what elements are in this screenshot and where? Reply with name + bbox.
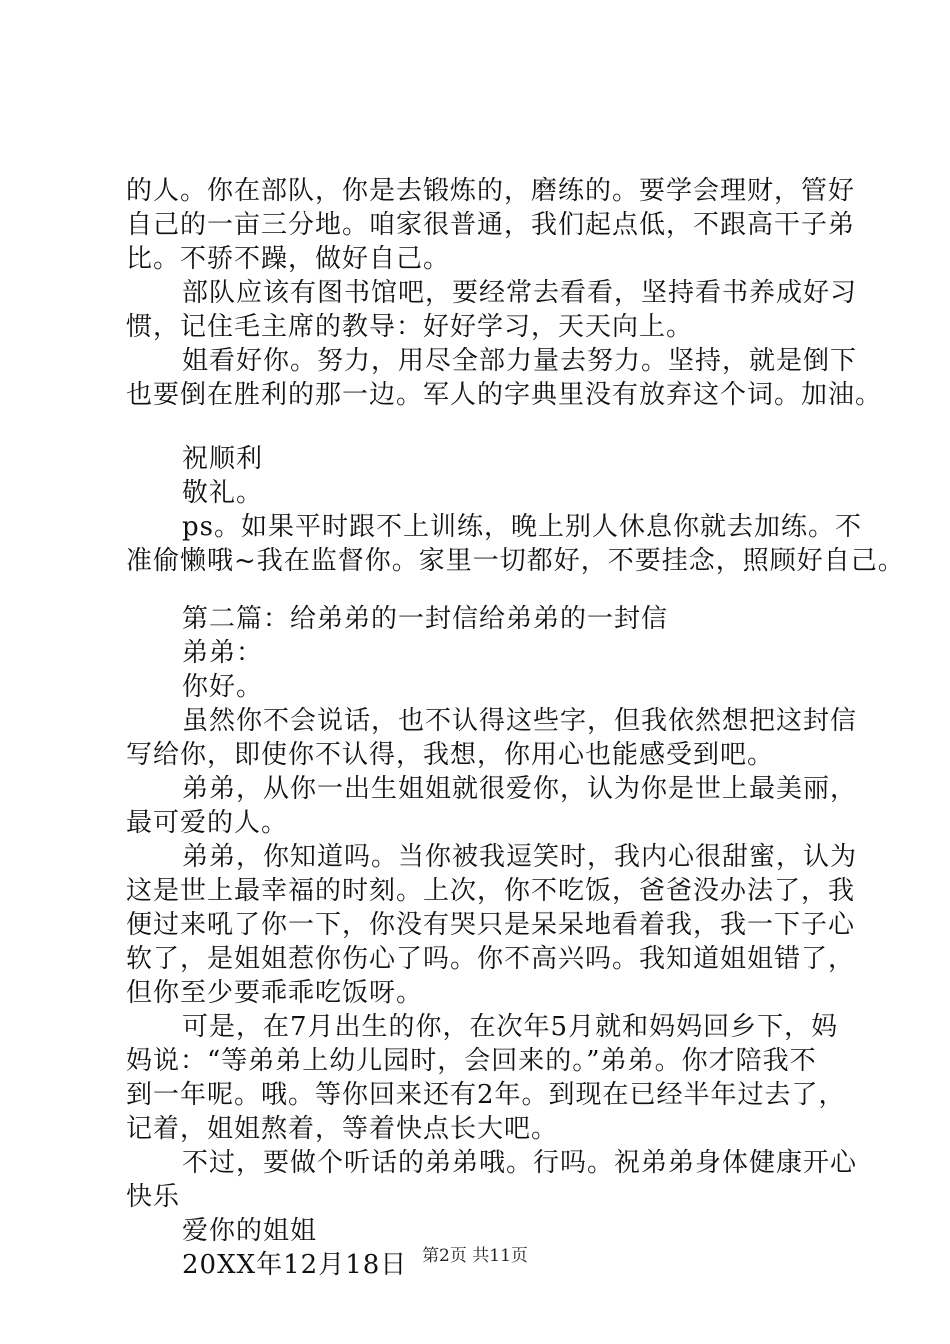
signature: 爱你的姐姐	[182, 1216, 318, 1246]
paragraph-start: 姐看好你。努力，用尽全部力量去努力。坚持，就是倒下	[182, 346, 858, 376]
paragraph-start: 弟弟，从你一出生姐姐就很爱你，认为你是世上最美丽，	[182, 774, 858, 804]
body-line: 的人。你在部队，你是去锻炼的，磨练的。要学会理财，管好	[126, 176, 856, 206]
body-line: 也要倒在胜利的那一边。军人的字典里没有放弃这个词。加油。	[126, 380, 883, 410]
page-number: 第2页 共11页	[422, 1246, 528, 1266]
body-line: 最可爱的人。	[126, 808, 289, 838]
spacer	[126, 578, 846, 602]
paragraph-start: 虽然你不会说话，也不认得这些字，但我依然想把这封信	[182, 706, 858, 736]
spacer	[126, 412, 846, 442]
document-body	[126, 174, 905, 1282]
letter-date: 20XX年12月18日	[182, 1250, 408, 1280]
body-line: 自己的一亩三分地。咱家很普通，我们起点低，不跟高干子弟	[126, 210, 856, 240]
body-line: 软了，是姐姐惹你伤心了吗。你不高兴吗。我知道姐姐错了，	[126, 944, 856, 974]
body-line: 惯，记住毛主席的教导：好好学习，天天向上。	[126, 312, 694, 342]
greeting: 你好。	[182, 672, 264, 702]
body-line: 便过来吼了你一下，你没有哭只是呆呆地看着我，我一下子心	[126, 910, 856, 940]
paragraph-start: 弟弟，你知道吗。当你被我逗笑时，我内心很甜蜜，认为	[182, 842, 858, 872]
body-line: 到一年呢。哦。等你回来还有2年。到现在已经半年过去了，	[126, 1080, 846, 1110]
body-line: 记着，姐姐熬着，等着快点长大吧。	[126, 1114, 559, 1144]
paragraph-start: 部队应该有图书馆吧，要经常去看看，坚持看书养成好习	[182, 278, 858, 308]
salutation: 弟弟：	[182, 638, 264, 668]
postscript: ps。如果平时跟不上训练，晚上别人休息你就去加练。不	[182, 512, 862, 542]
body-line: 但你至少要乖乖吃饭呀。	[126, 978, 424, 1008]
body-line: 比。不骄不躁，做好自己。	[126, 244, 451, 274]
body-line: 写给你，即使你不认得，我想，你用心也能感受到吧。	[126, 740, 775, 770]
body-line: 准偷懒哦~我在监督你。家里一切都好，不要挂念，照顾好自己。	[126, 546, 905, 576]
paragraph-start: 可是，在7月出生的你，在次年5月就和妈妈回乡下，妈	[182, 1012, 839, 1042]
body-line: 这是世上最幸福的时刻。上次，你不吃饭，爸爸没办法了，我	[126, 876, 856, 906]
closing-salute: 敬礼。	[182, 478, 264, 508]
section-heading: 第二篇：给弟弟的一封信给弟弟的一封信	[182, 604, 669, 634]
paragraph-start: 不过，要做个听话的弟弟哦。行吗。祝弟弟身体健康开心	[182, 1148, 858, 1178]
body-line: 妈说：“等弟弟上幼儿园时，会回来的。”弟弟。你才陪我不	[126, 1046, 817, 1076]
closing-wish: 祝顺利	[182, 444, 264, 474]
body-line: 快乐	[126, 1182, 181, 1212]
